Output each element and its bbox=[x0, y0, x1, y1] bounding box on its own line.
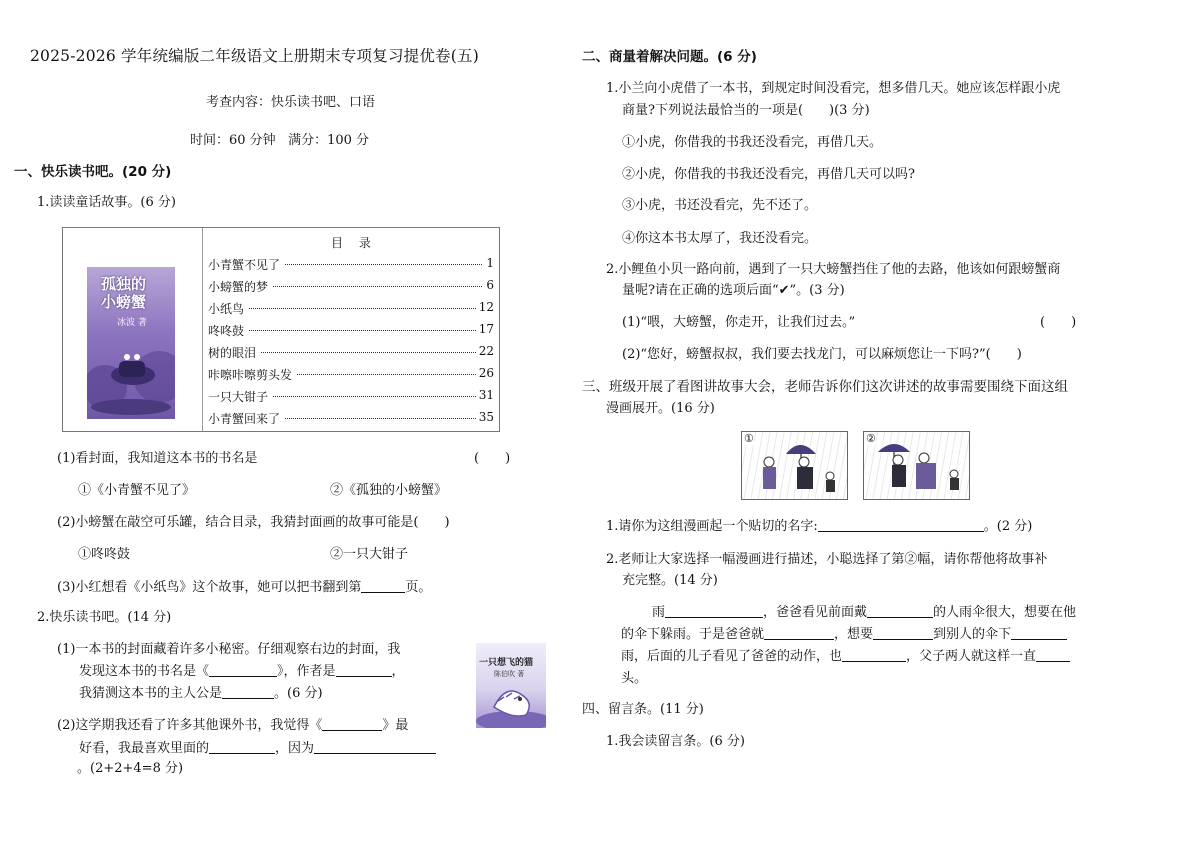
q2-sub1-text: 发现这本书的书名是《 bbox=[79, 664, 210, 679]
q2-sub1-text: ， bbox=[391, 664, 405, 679]
q2-sub2-text: 好看，我最喜欢里面的 bbox=[79, 741, 210, 756]
story-line-2 bbox=[621, 623, 1067, 642]
story-line-4: 头。 bbox=[621, 671, 648, 686]
q2-sub2-line2 bbox=[79, 737, 436, 756]
toc-row-page: 6 bbox=[483, 278, 494, 292]
book-toc-figure bbox=[62, 227, 500, 432]
book-cover-image bbox=[87, 267, 175, 419]
s3-q1-suffix: 。(2 分) bbox=[983, 519, 1033, 534]
story-text: 雨，后面的儿子看见了爸爸的动作，也 bbox=[621, 649, 843, 664]
comic-name-blank[interactable] bbox=[818, 518, 984, 532]
toc-row bbox=[208, 344, 494, 360]
q2-sub1-text: 我猜测这本书的主人公是 bbox=[79, 686, 223, 701]
story-blank[interactable] bbox=[842, 648, 906, 662]
q1-sub2: (2)小螃蟹在敲空可乐罐，结合目录，我猜封面画的故事可能是( ) bbox=[57, 515, 450, 530]
s3-q1-text: 1.请你为这组漫画起一个贴切的名字: bbox=[606, 519, 818, 534]
toc-row bbox=[208, 278, 494, 294]
book-cover-cat-image bbox=[476, 643, 546, 728]
story-text: ，想要 bbox=[834, 627, 874, 642]
q2-sub2-text: (2)这学期我还看了许多其他课外书，我觉得《 bbox=[57, 718, 323, 733]
story-blank[interactable] bbox=[1036, 648, 1070, 662]
q2-sub2-line1 bbox=[57, 714, 408, 733]
exam-time-score: 时间：60 分钟 满分：100 分 bbox=[190, 133, 370, 148]
toc-row-title: 咚咚鼓 bbox=[208, 322, 248, 339]
s2-q1-option-4[interactable]: ④你这本书太厚了，我还没看完。 bbox=[622, 231, 818, 246]
story-blank[interactable] bbox=[665, 604, 763, 618]
toc-row-title: 一只大钳子 bbox=[208, 388, 272, 405]
toc-row bbox=[208, 388, 494, 404]
toc-row bbox=[208, 410, 494, 426]
comic-panel-2 bbox=[863, 431, 970, 500]
toc-row bbox=[208, 256, 494, 272]
q1-sub1: (1)看封面，我知道这本书的书名是 bbox=[57, 451, 258, 466]
s3-q2-line2: 充完整。(14 分) bbox=[622, 573, 718, 588]
page-title: 2025-2026 学年统编版二年级语文上册期末专项复习提优卷(五) bbox=[30, 47, 479, 65]
q2-sub2-score: 。(2+2+4=8 分) bbox=[77, 761, 184, 776]
q1-sub3-suffix: 页。 bbox=[405, 580, 432, 595]
s2-q2-line1: 2.小鲤鱼小贝一路向前，遇到了一只大螃蟹挡住了他的去路，他该如何跟螃蟹商 bbox=[606, 262, 1061, 277]
toc-heading: 目 录 bbox=[331, 236, 377, 250]
reason-blank[interactable] bbox=[314, 740, 436, 754]
story-text: 的人雨伞很大，想要在他 bbox=[933, 605, 1077, 620]
story-line-1 bbox=[652, 601, 1076, 620]
favorite-book-blank[interactable] bbox=[322, 717, 382, 731]
q1-sub1-option-2[interactable]: ②《孤独的小螃蟹》 bbox=[330, 483, 448, 498]
question-1-2: 2.快乐读书吧。(14 分) bbox=[37, 610, 172, 625]
section-3-heading-line2: 漫画展开。(16 分) bbox=[606, 401, 715, 416]
q2-sub1-text: 。(6 分) bbox=[274, 686, 323, 701]
protagonist-blank[interactable] bbox=[222, 685, 274, 699]
q1-sub2-option-2[interactable]: ②一只大钳子 bbox=[330, 547, 409, 562]
toc-row-title: 小螃蟹的梦 bbox=[208, 278, 272, 295]
q1-sub1-option-1[interactable]: ①《小青蟹不见了》 bbox=[78, 483, 196, 498]
q2-sub2-text: 》最 bbox=[382, 718, 409, 733]
question-1-1: 1.读读童话故事。(6 分) bbox=[37, 195, 176, 210]
section-2-heading: 二、商量着解决问题。(6 分) bbox=[582, 49, 757, 65]
toc-row-page: 22 bbox=[476, 344, 494, 358]
s2-q2-choice-1: (1)“喂，大螃蟹，你走开，让我们过去。” bbox=[622, 315, 856, 330]
toc-row-title: 小青蟹回来了 bbox=[208, 410, 284, 427]
s2-q1-line2: 商量?下列说法最恰当的一项是( )(3 分) bbox=[622, 103, 870, 118]
story-line-3 bbox=[621, 645, 1070, 664]
cat-book-author: 陈伯吹 著 bbox=[494, 670, 525, 678]
s2-q1-option-3[interactable]: ③小虎，书还没看完，先不还了。 bbox=[622, 198, 818, 213]
s4-q1: 1.我会读留言条。(6 分) bbox=[606, 734, 745, 749]
toc-row-page: 12 bbox=[476, 300, 494, 314]
toc-row bbox=[208, 366, 494, 382]
q1-sub3-blank[interactable] bbox=[361, 579, 405, 593]
story-blank[interactable] bbox=[764, 626, 834, 640]
story-blank[interactable] bbox=[873, 626, 933, 640]
q1-sub1-answer-paren[interactable]: ( ) bbox=[474, 451, 511, 466]
s2-q1-option-1[interactable]: ①小虎，你借我的书我还没看完，再借几天。 bbox=[622, 135, 883, 150]
section-4-heading: 四、留言条。(11 分) bbox=[582, 702, 704, 717]
comic-panel-1 bbox=[741, 431, 848, 500]
favorite-part-blank[interactable] bbox=[209, 740, 275, 754]
story-text: 雨 bbox=[652, 605, 666, 620]
s2-q2-choice-1-paren[interactable]: ( ) bbox=[1040, 315, 1077, 330]
story-text: ，父子两人就这样一直 bbox=[906, 649, 1037, 664]
author-blank[interactable] bbox=[336, 663, 392, 677]
toc-row-title: 咔嚓咔嚓剪头发 bbox=[208, 366, 296, 383]
toc-row-page: 35 bbox=[476, 410, 494, 424]
section-3-heading-line1: 三、班级开展了看图讲故事大会，老师告诉你们这次讲述的故事需要围绕下面这组 bbox=[582, 379, 1068, 395]
s2-q1-option-2[interactable]: ②小虎，你借我的书我还没看完，再借几天可以吗? bbox=[622, 167, 915, 182]
umbrella-scene-2-illustration bbox=[864, 432, 969, 499]
exam-scope: 考查内容：快乐读书吧、口语 bbox=[206, 95, 376, 110]
q2-sub2-text: ，因为 bbox=[275, 741, 315, 756]
s2-q2-choice-2[interactable]: (2)“您好，螃蟹叔叔，我们要去找龙门，可以麻烦您让一下吗?”( ) bbox=[622, 347, 1022, 362]
toc-row-title: 小青蟹不见了 bbox=[208, 256, 284, 273]
comic-panel-1-number: ① bbox=[744, 432, 754, 445]
story-text: 的伞下躲雨。于是爸爸就 bbox=[621, 627, 765, 642]
s3-q2-line1: 2.老师让大家选择一幅漫画进行描述，小聪选择了第②幅，请你帮他将故事补 bbox=[606, 552, 1048, 567]
toc-row-page: 31 bbox=[476, 388, 494, 402]
s2-q1-line1: 1.小兰向小虎借了一本书，到规定时间没看完，想多借几天。她应该怎样跟小虎 bbox=[606, 81, 1061, 96]
book-title-blank[interactable] bbox=[209, 663, 277, 677]
toc-row-title: 树的眼泪 bbox=[208, 344, 260, 361]
story-blank[interactable] bbox=[1011, 626, 1067, 640]
toc-row bbox=[208, 300, 494, 316]
cover-title-line1: 孤独的 bbox=[101, 275, 147, 293]
story-text: 到别人的伞下 bbox=[933, 627, 1012, 642]
q1-sub3 bbox=[57, 576, 431, 595]
umbrella-scene-1-illustration bbox=[742, 432, 847, 499]
q2-sub1-line3 bbox=[79, 682, 323, 701]
comic-panel-2-number: ② bbox=[866, 432, 876, 445]
toc-row-page: 1 bbox=[483, 256, 494, 270]
q1-sub3-text: (3)小红想看《小纸鸟》这个故事，她可以把书翻到第 bbox=[57, 580, 362, 595]
cover-author: 冰波 著 bbox=[117, 318, 147, 328]
story-blank[interactable] bbox=[867, 604, 933, 618]
story-text: ，爸爸看见前面戴 bbox=[763, 605, 868, 620]
toc-row bbox=[208, 322, 494, 338]
q2-sub1-line1: (1)一本书的封面藏着许多小秘密。仔细观察右边的封面，我 bbox=[57, 642, 401, 657]
toc-row-page: 17 bbox=[476, 322, 494, 336]
cover-title-line2: 小螃蟹 bbox=[101, 293, 147, 311]
q2-sub1-line2 bbox=[79, 660, 405, 679]
q2-sub1-text: 》，作者是 bbox=[277, 664, 336, 679]
section-1-heading: 一、快乐读书吧。(20 分) bbox=[14, 164, 172, 180]
toc-row-title: 小纸鸟 bbox=[208, 300, 248, 317]
s3-q1 bbox=[606, 515, 1032, 534]
cat-book-title: 一只想飞的猫 bbox=[479, 658, 534, 668]
toc-divider bbox=[202, 228, 203, 431]
s2-q2-line2: 量呢?请在正确的选项后面“✔”。(3 分) bbox=[622, 283, 845, 298]
q1-sub2-option-1[interactable]: ①咚咚鼓 bbox=[78, 547, 131, 562]
toc-row-page: 26 bbox=[476, 366, 494, 380]
